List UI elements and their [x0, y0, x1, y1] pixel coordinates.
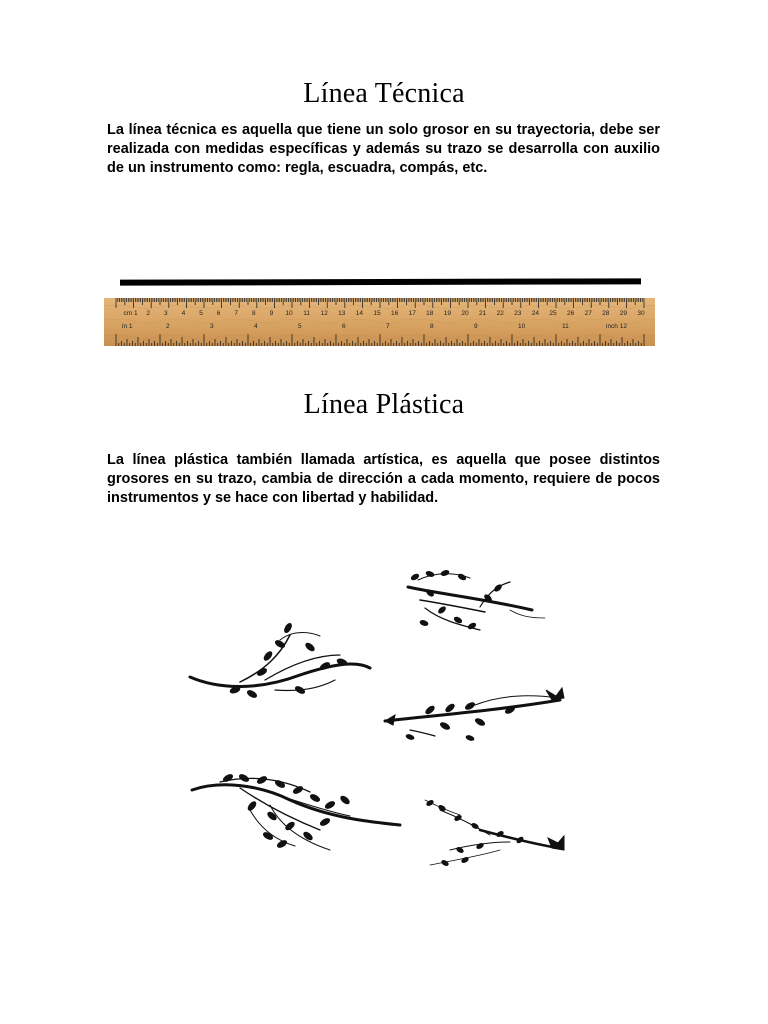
ruler-label-top: 25 — [549, 310, 557, 317]
ruler-label-top: 26 — [566, 310, 575, 317]
ruler-label-top: 22 — [496, 310, 504, 317]
ruler-label-top: 29 — [619, 310, 628, 317]
ruler-label-top: 9 — [269, 310, 274, 317]
ruler-label-bottom: 2 — [166, 323, 170, 330]
ruler-label-top: 24 — [531, 310, 540, 317]
ruler-label-bottom: 11 — [562, 323, 569, 330]
ruler-label-top: 13 — [338, 310, 346, 317]
ruler-label-top: 15 — [373, 310, 381, 317]
ruler-label-top: 4 — [181, 310, 186, 317]
title-linea-tecnica: Línea Técnica — [303, 78, 465, 109]
branch-middle-left — [190, 622, 370, 698]
title-linea-plastica: Línea Plástica — [303, 389, 465, 420]
ruler-label-top: 6 — [216, 310, 221, 317]
ruler-label-top: 2 — [146, 310, 151, 317]
ruler-label-bottom: 4 — [254, 323, 258, 330]
ruler-label-top: 17 — [408, 310, 416, 317]
ruler-label-top: 12 — [320, 310, 328, 317]
ruler-label-top: 11 — [303, 310, 310, 317]
ruler-label-bottom: 9 — [474, 323, 478, 330]
ruler-label-bottom: 5 — [298, 323, 302, 330]
ruler-label-top: 23 — [514, 310, 522, 317]
ruler-label-top: 20 — [461, 310, 469, 317]
ruler-label-top: 18 — [426, 310, 434, 317]
paragraph-linea-tecnica: La línea técnica es aquella que tiene un solo grosor en su trayectoria, debe ser realizada con medidas específicas y además su trazo se desarrolla con auxilio de un instrumento como: regla, escuadra, compás, etc. — [107, 122, 660, 176]
ruler-label-top: 30 — [637, 310, 645, 317]
ruler-label-bottom: in 1 — [122, 323, 133, 330]
ruler-image — [104, 298, 655, 346]
ruler-label-top: 27 — [584, 310, 592, 317]
branch-top-right — [408, 570, 545, 630]
ruler-label-top: 14 — [355, 310, 364, 317]
paragraph-linea-plastica: La línea plástica también llamada artística, es aquella que posee distintos grosores en su trazo, cambia de dirección a cada momento, requiere de pocos instrumentos y se hace con libertad y habilidad. — [107, 452, 660, 506]
ruler-label-top: 5 — [199, 310, 203, 317]
ruler-label-bottom: 8 — [430, 323, 434, 330]
ruler-label-top: 10 — [285, 310, 293, 317]
ruler-label-bottom: inch 12 — [606, 323, 627, 330]
branch-bottom-right — [425, 800, 564, 867]
branch-bottom-left — [192, 773, 400, 850]
ruler-label-top: 19 — [443, 310, 452, 317]
ruler-label-bottom: 10 — [518, 323, 526, 330]
ruler-label-bottom: 3 — [210, 323, 214, 330]
ruler-label-top: 8 — [251, 310, 256, 317]
ruler-label-bottom: 6 — [342, 323, 346, 330]
branch-middle-right — [385, 688, 564, 741]
leafy-branches-illustration — [180, 560, 580, 900]
technical-line-sample — [120, 278, 641, 285]
ruler-label-top: 16 — [390, 310, 399, 317]
ruler-label-top: 3 — [163, 310, 168, 317]
ruler-label-top: 7 — [234, 310, 239, 317]
ruler-label-bottom: 7 — [386, 323, 390, 330]
ruler-label-top: cm 1 — [123, 310, 138, 317]
ruler-label-top: 21 — [478, 310, 487, 317]
ruler-label-top: 28 — [602, 310, 610, 317]
